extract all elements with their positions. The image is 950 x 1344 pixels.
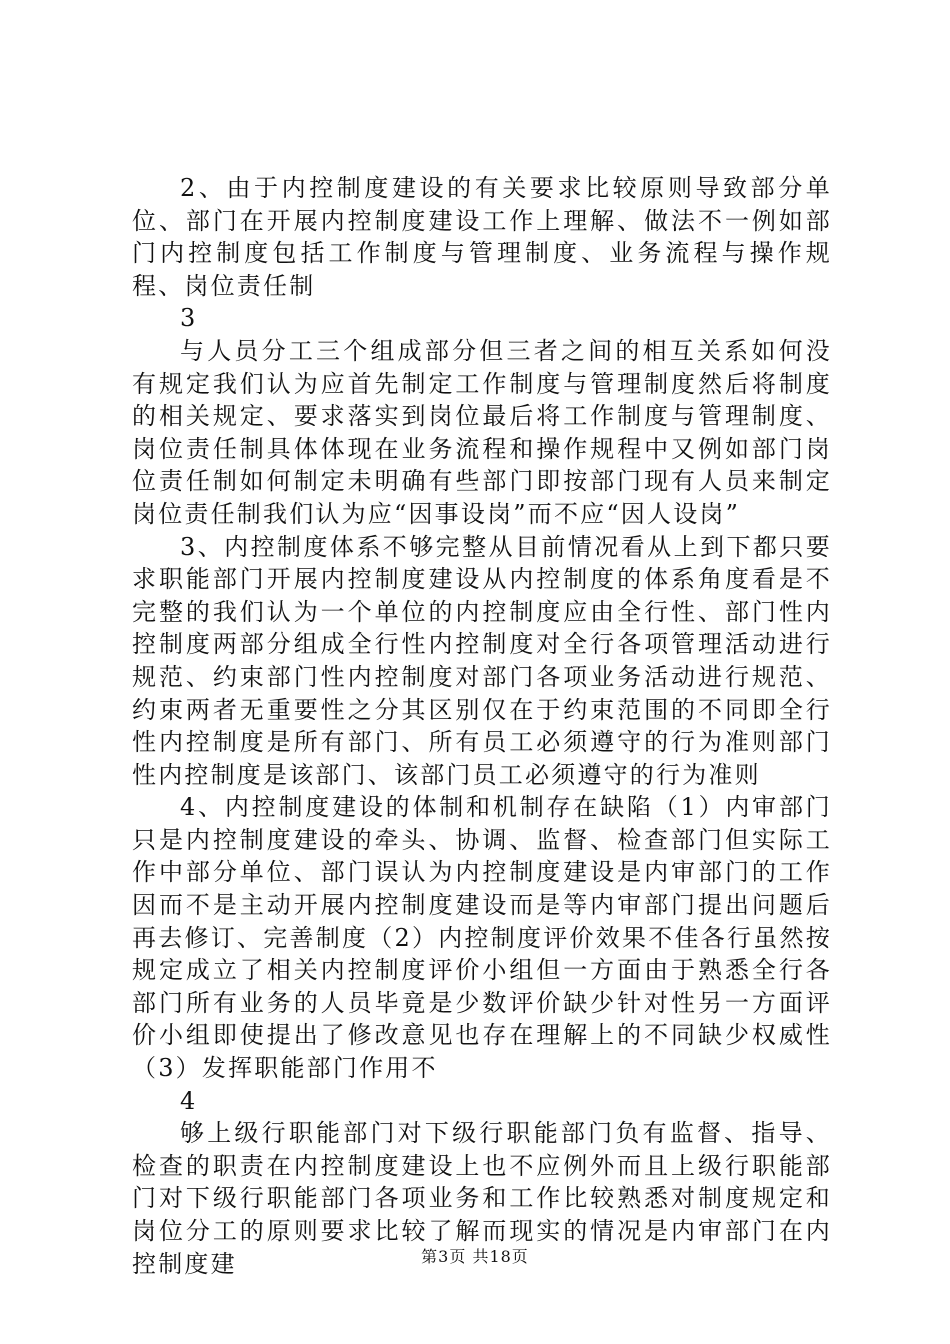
paragraph-3: 3、内控制度体系不够完整从目前情况看从上到下都只要求职能部门开展内控制度建设从内控制度的体系角度看是不完整的我们认为一个单位的内控制度应由全行性、部门性内控制度两部分组成全行性内控制度对全行各项管理活动进行规范、约束部门性内控制度对部门各项业务活动进行规范、约束两者无重要性之分其区别仅在于约束范围的不同即全行性内控制度是所有部门、所有员工必须遵守的行为准则部门性内控制度是该部门、该部门员工必须遵守的行为准则 xyxy=(132,532,832,789)
inline-page-number: 3 xyxy=(180,304,196,333)
document-body xyxy=(132,172,832,1280)
paragraph-2: 2、由于内控制度建设的有关要求比较原则导致部分单位、部门在开展内控制度建设工作上理解、做法不一例如部门内控制度包括工作制度与管理制度、业务流程与操作规程、岗位责任制 xyxy=(132,174,832,300)
page-footer: 第3页 共18页 xyxy=(421,1247,529,1266)
paragraph-4: 4、内控制度建设的体制和机制存在缺陷（1）内审部门只是内控制度建设的牵头、协调、监督、检查部门但实际工作中部分单位、部门误认为内控制度建设是内审部门的工作因而不是主动开展内控制度建设而是等内审部门提出问题后再去修订、完善制度（2）内控制度评价效果不佳各行虽然按规定成立了相关内控制度评价小组但一方面由于熟悉全行各部门所有业务的人员毕竟是少数评价缺少针对性另一方面评价小组即使提出了修改意见也存在理解上的不同缺少权威性（3）发挥职能部门作用不 xyxy=(132,793,832,1083)
paragraph-4-continued: 够上级行职能部门对下级行职能部门负有监督、指导、检查的职责在内控制度建设上也不应例外而且上级行职能部门对下级行职能部门各项业务和工作比较熟悉对制度规定和岗位分工的原则要求比较了解而现实的情况是内审部门在内控制度建 xyxy=(132,1119,832,1278)
paragraph-2-continued: 与人员分工三个组成部分但三者之间的相互关系如何没有规定我们认为应首先制定工作制度与管理制度然后将制度的相关规定、要求落实到岗位最后将工作制度与管理制度、岗位责任制具体体现在业务流程和操作规程中又例如部门岗位责任制如何制定未明确有些部门即按部门现有人员来制定岗位责任制我们认为应“因事设岗”而不应“因人设岗” xyxy=(132,336,832,528)
inline-page-number: 4 xyxy=(180,1086,196,1115)
